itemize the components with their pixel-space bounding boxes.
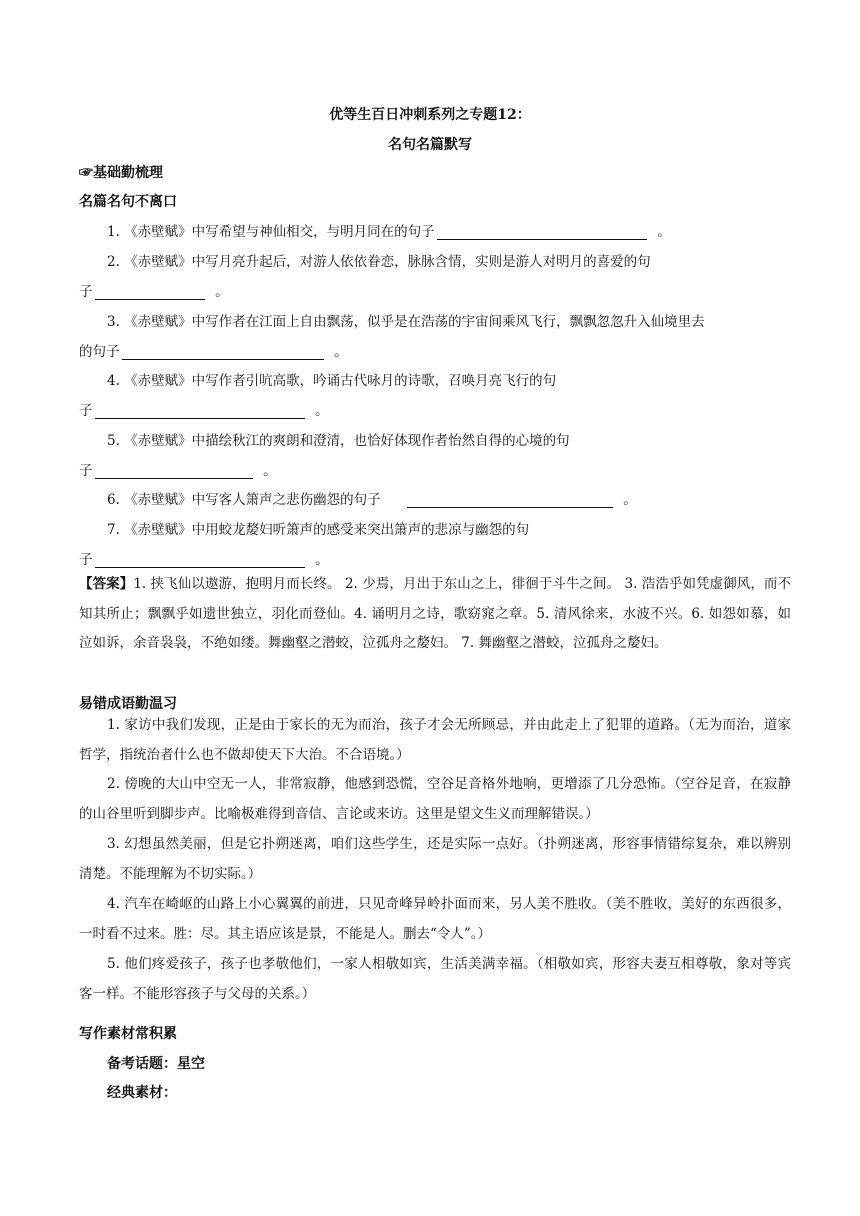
question-5-prefix: 子 [79,463,93,479]
question-5-line2 [79,459,799,479]
answer-blank-1[interactable] [437,225,647,240]
section-basics-label: 基础勤梳理 [93,165,163,181]
question-1-text: 1. 《赤壁赋》中写希望与神仙相交，与明月同在的句子 [107,224,435,240]
idiom-item-1-text: 1. 家访中我们发现，正是由于家长的无为而治，孩子才会无所顾忌，并由此走上了犯罪的道路。（无为而治，道家哲学，指统治者什么也不做却使天下大治。不合语境。） [79,717,791,763]
pointing-hand-icon: ☞ [79,165,93,181]
idiom-item-2-text: 2. 傍晚的大山中空无一人，非常寂静，他感到恐慌，空谷足音格外地响，更增添了几分恐怖。（空谷足音，在寂静的山谷里听到脚步声。比喻极难得到音信、言论或来访。这里是望文生义而理解错误。） [79,776,791,822]
answer-label: 【答案】 [79,576,134,592]
question-4-prefix: 子 [79,403,93,419]
question-7-line1: 7. 《赤壁赋》中用蛟龙嫠妇听箫声的感受来突出箫声的悲凉与幽怨的句 [107,522,530,538]
section-basics-heading [79,162,163,182]
question-5-line1: 5. 《赤壁赋》中描绘秋江的爽朗和澄清，也恰好体现作者怡然自得的心境的句 [107,433,570,449]
answer-block [79,570,791,659]
idiom-item-3 [79,830,791,889]
idiom-item-3-text: 3. 幻想虽然美丽，但是它扑朔迷离，咱们这些学生，还是实际一点好。（扑朔迷离，形容事情错综复杂，难以辨别清楚。不能理解为不切实际。） [79,836,791,882]
question-4-end: 。 [315,403,329,419]
idiom-item-4 [79,890,791,949]
section-famous-lines-heading: 名篇名句不离口 [79,194,177,210]
answer-blank-2[interactable] [95,285,205,300]
document-title: 优等生百日冲刺系列之专题12： [329,107,531,123]
question-6 [107,488,827,508]
question-2-line2 [79,280,799,300]
classic-material-label: 经典素材： [107,1085,177,1101]
question-2-line1: 2. 《赤壁赋》中写月亮升起后，对游人依依眷恋，脉脉含情，实则是游人对明月的喜爱的句 [107,254,651,270]
question-3-line2 [79,340,799,360]
idiom-item-5 [79,950,791,1009]
answer-blank-5[interactable] [95,464,253,479]
section-writing-heading: 写作素材常积累 [79,1026,177,1042]
idiom-item-2 [79,770,791,829]
question-3-end: 。 [334,344,348,360]
question-2-end: 。 [215,284,229,300]
section-idioms-heading: 易错成语勤温习 [79,696,177,712]
question-6-text: 6. 《赤壁赋》中写客人箫声之悲伤幽怨的句子 [107,492,381,508]
question-3-line1: 3. 《赤壁赋》中写作者在江面上自由飘荡，似乎是在浩荡的宇宙间乘风飞行，飘飘忽忽升入仙境里去 [107,314,705,330]
idiom-item-1 [79,711,791,770]
question-4-line1: 4. 《赤壁赋》中写作者引吭高歌，吟诵古代咏月的诗歌，召唤月亮飞行的句 [107,373,557,389]
question-5-end: 。 [263,463,277,479]
question-3-prefix: 的句子 [79,344,120,360]
document-subtitle: 名句名篇默写 [388,137,472,153]
idiom-item-4-text: 4. 汽车在崎岖的山路上小心翼翼的前进，只见奇峰异岭扑面而来，另人美不胜收。（美不胜收，美好的东西很多，一时看不过来。胜：尽。其主语应该是景，不能是人。删去“令人”。） [79,896,791,942]
exam-topic: 备考话题：星空 [107,1056,205,1072]
answer-blank-3[interactable] [122,345,324,360]
answer-blank-6[interactable] [407,493,613,508]
question-7-end: 。 [315,552,329,568]
answer-blank-4[interactable] [95,404,305,419]
question-1 [107,220,827,240]
question-2-prefix: 子 [79,284,93,300]
question-1-end: 。 [657,224,671,240]
question-7-line2 [79,548,799,568]
idiom-item-5-text: 5. 他们疼爱孩子，孩子也孝敬他们，一家人相敬如宾，生活美满幸福。（相敬如宾，形容夫妻互相尊敬，象对等宾客一样。不能形容孩子与父母的关系。） [79,956,791,1002]
answer-text: 1. 挟飞仙以遨游，抱明月而长终。 2. 少焉，月出于东山之上，徘徊于斗牛之间。 3. 浩浩乎如凭虚御风，而不知其所止；飘飘乎如遗世独立，羽化而登仙。4. 诵明月之诗，歌窈窕之章。5. 清风徐来，水波不兴。6. 如怨如慕，如泣如诉，余音袅袅，不绝如缕。舞幽壑之潜蛟，泣孤舟之嫠妇。 7. 舞幽壑之潜蛟，泣孤舟之嫠妇。 [79,576,791,651]
question-7-prefix: 子 [79,552,93,568]
question-6-end: 。 [623,492,637,508]
answer-blank-7[interactable] [95,553,305,568]
question-4-line2 [79,399,799,419]
